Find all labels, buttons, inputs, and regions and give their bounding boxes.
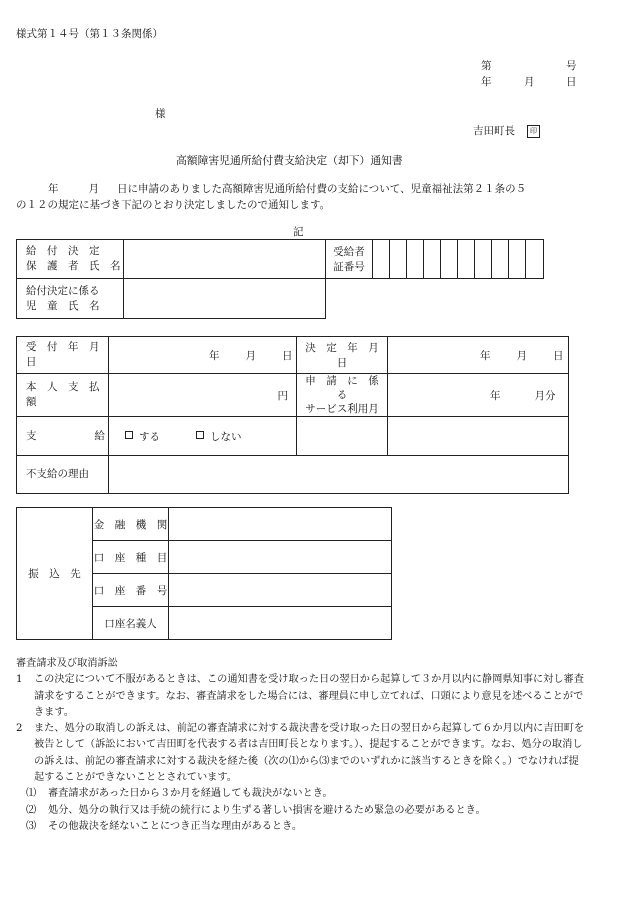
decision-day: 日 <box>553 349 564 362</box>
service-month-label <box>297 374 388 417</box>
subitem-text: その他裁決を経ないことにつき正当な理由があるとき。 <box>48 820 303 832</box>
recipient-number-digit[interactable] <box>407 240 424 279</box>
checkbox-icon[interactable] <box>196 431 204 439</box>
receipt-day: 日 <box>282 349 293 362</box>
payment-label-b: 給 <box>94 429 105 442</box>
date-year-label: 年 <box>481 76 492 88</box>
note-number: 1 <box>16 674 23 686</box>
recipient-number-digit[interactable] <box>509 240 526 279</box>
subitem-number: ⑵ <box>26 804 37 816</box>
service-month-label-line-1: 申 請 に 係 る <box>305 375 390 401</box>
service-month-part: 月分 <box>534 389 556 402</box>
intro-year: 年 <box>48 183 59 195</box>
payment-extra-cell <box>297 417 388 456</box>
recipient-number-digit[interactable] <box>390 240 407 279</box>
note-subitem <box>16 803 586 819</box>
notes-section <box>16 656 586 835</box>
number-label: 第 <box>481 60 492 72</box>
intro-rest: 日に申請のありました高額障害児通所給付費の支給について、児童福祉法第２１条の５ <box>117 183 527 195</box>
form-number: 様式第１４号（第１３条関係） <box>16 28 163 40</box>
note-item <box>16 672 586 721</box>
payment-yes-option[interactable] <box>125 431 160 443</box>
intro-line-2: の１２の規定に基づき下記のとおり決定しましたので通知します。 <box>16 199 331 211</box>
date-day-label: 日 <box>566 76 577 88</box>
guardian-name-field[interactable] <box>124 240 326 279</box>
recipient-label-line-2: 証番号 <box>333 261 365 273</box>
non-payment-reason-label: 不支給の理由 <box>17 456 109 494</box>
payment-yes-label: する <box>139 430 160 443</box>
guardian-label <box>17 240 124 279</box>
recipient-number-digit[interactable] <box>424 240 441 279</box>
guardian-label-line-2: 保 護 者 氏 名 <box>26 260 121 272</box>
non-payment-reason-field[interactable] <box>109 456 569 494</box>
intro-month: 月 <box>88 183 99 195</box>
intro-line-1 <box>48 181 526 196</box>
transfer-label: 振 込 先 <box>17 508 93 640</box>
account-type-label: 口 座 種 目 <box>93 541 169 574</box>
issuer-name: 吉田町長 <box>473 125 515 137</box>
note-subitem <box>16 819 586 835</box>
note-subitem <box>16 786 586 802</box>
recipient-number-digit[interactable] <box>373 240 390 279</box>
recipient-table <box>16 239 544 279</box>
recipient-number-digit[interactable] <box>441 240 458 279</box>
payment-label <box>17 417 109 456</box>
child-label <box>17 279 124 319</box>
recipient-number-digit[interactable] <box>475 240 492 279</box>
seal-icon: 印 <box>527 125 540 138</box>
decision-date-field[interactable] <box>388 337 569 374</box>
payment-no-option[interactable] <box>196 431 242 443</box>
note-item <box>16 721 586 786</box>
child-name-field[interactable] <box>124 279 326 319</box>
number-suffix: 号 <box>566 60 577 72</box>
receipt-date-field[interactable] <box>109 337 297 374</box>
subitem-number: ⑴ <box>26 788 37 800</box>
note-text: この決定について不服があるときは、この通知書を受け取った日の翌日から起算して３か月以内に静岡県知事に対し審査請求をすることができます。なお、審査請求をした場合には、審理員に申し立てれば、口頭により意見を述べることができます。 <box>34 674 584 718</box>
payment-label-a: 支 <box>26 429 37 442</box>
bank-field[interactable] <box>169 508 392 541</box>
service-month-field[interactable] <box>388 374 569 417</box>
payment-options <box>109 417 297 456</box>
decision-month: 月 <box>516 349 527 362</box>
notes-heading: 審査請求及び取消訴訟 <box>16 658 118 669</box>
document-title: 高額障害児通所給付費支給決定（却下）通知書 <box>176 154 403 167</box>
subitem-number: ⑶ <box>26 820 37 832</box>
service-month-label-line-2: サービス利用月 <box>305 403 379 415</box>
decision-date-label: 決 定 年 月 日 <box>297 337 388 374</box>
recipient-number-digit[interactable] <box>526 240 544 279</box>
issuer <box>473 123 540 138</box>
payment-no-label: しない <box>210 430 242 443</box>
receipt-month: 月 <box>245 349 256 362</box>
note-text: また、処分の取消しの訴えは、前記の審査請求に対する裁決書を受け取った日の翌日から起算して６か月以内に吉田町を被告として（訴訟において吉田町を代表する者は吉田町長となります。）、提起することができます。なお、処分の取消しの訴えは、前記の審査請求に対する裁決を経た後（次の⑴から⑶までのいずれかに該当するときを除く。）でなければ提起することができないこととされています。 <box>34 723 585 784</box>
recipient-label-line-1: 受給者 <box>333 246 365 258</box>
recipient-number-digit[interactable] <box>458 240 475 279</box>
account-type-field[interactable] <box>169 541 392 574</box>
receipt-date-label: 受 付 年 月 日 <box>17 337 109 374</box>
self-pay-label: 本 人 支 払 額 <box>17 374 109 417</box>
transfer-table <box>16 507 392 640</box>
account-holder-field[interactable] <box>169 607 392 640</box>
date-month-label: 月 <box>524 76 535 88</box>
recipient-number-digit[interactable] <box>492 240 509 279</box>
addressee-suffix: 様 <box>155 108 166 120</box>
account-number-label: 口 座 番 号 <box>93 574 169 607</box>
child-table <box>16 278 326 319</box>
recipient-number-label <box>326 240 373 279</box>
bank-label: 金 融 機 関 <box>93 508 169 541</box>
yen-unit: 円 <box>277 389 288 402</box>
self-pay-field[interactable] <box>109 374 297 417</box>
note-number: 2 <box>16 723 23 735</box>
checkbox-icon[interactable] <box>125 431 133 439</box>
subitem-text: 審査請求があった日から３か月を経過しても裁決がないとき。 <box>48 788 333 800</box>
child-label-line-1: 給付決定に係る <box>26 284 100 297</box>
guardian-label-line-1: 給 付 決 定 <box>26 245 100 257</box>
decision-year: 年 <box>480 349 491 362</box>
service-year: 年 <box>490 389 501 402</box>
receipt-year: 年 <box>209 349 220 362</box>
payment-extra-cell <box>388 417 569 456</box>
account-number-field[interactable] <box>169 574 392 607</box>
ki-label: 記 <box>293 226 304 238</box>
subitem-text: 処分、処分の執行又は手続の続行により生ずる著しい損害を避けるため緊急の必要があるとき。 <box>48 804 486 816</box>
account-holder-label: 口座名義人 <box>93 607 169 640</box>
child-label-line-2: 児 童 氏 名 <box>26 299 100 312</box>
decision-table <box>16 336 569 494</box>
